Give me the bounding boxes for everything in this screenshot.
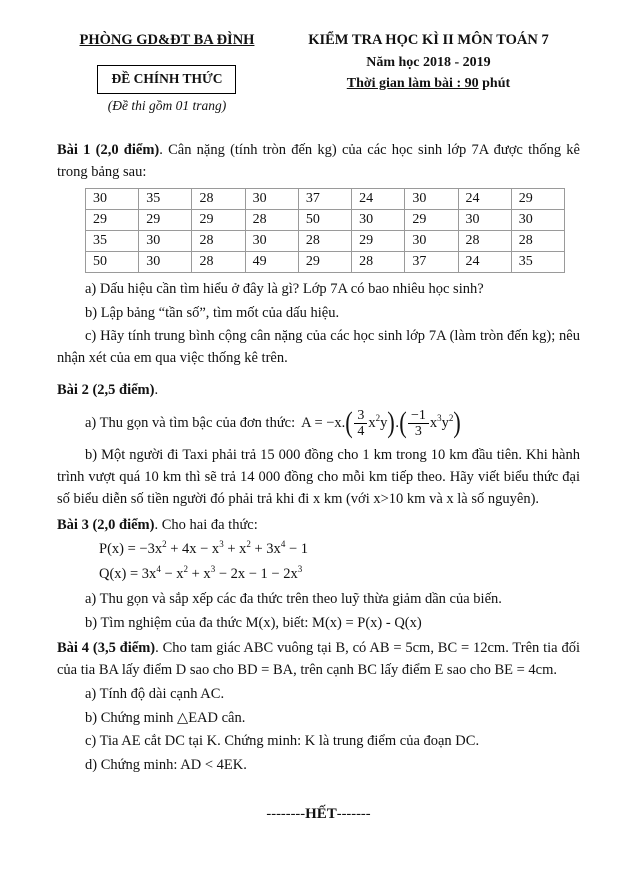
multiply-dot: . (395, 414, 399, 431)
left-paren: ( (345, 406, 354, 440)
table-cell: 24 (458, 251, 511, 272)
table-row (86, 251, 565, 272)
table-cell: 30 (245, 188, 298, 209)
problem-4-label: Bài 4 (3,5 điểm) (57, 640, 156, 657)
table-cell: 29 (298, 251, 351, 272)
problem-3-item-a: a) Thu gọn và sắp xếp các đa thức trên theo luỹ thừa giảm dần của biến. (85, 590, 502, 607)
header-right-block (277, 30, 580, 116)
table-cell: 28 (298, 230, 351, 251)
table-cell: 29 (192, 209, 245, 230)
end-dashes-left: -------- (266, 805, 306, 822)
right-paren: ) (453, 406, 462, 440)
department-title: PHÒNG GD&ĐT BA ĐÌNH (79, 32, 255, 48)
problem-3-label: Bài 3 (2,0 điểm) (57, 516, 155, 533)
table-cell: 30 (139, 230, 192, 251)
table-cell: 24 (458, 188, 511, 209)
monomial-lhs: A = −x. (301, 414, 346, 431)
weights-table (85, 188, 565, 273)
table-cell: 35 (139, 188, 192, 209)
polynomial-p: $P(x) = -3x^2 + 4x - x^3 + x^2 + 3x^4 - 1$ (99, 539, 308, 558)
table-cell: 30 (458, 209, 511, 230)
official-exam-box: ĐỀ CHÍNH THỨC (97, 65, 236, 94)
problem-1-intro: . Cân nặng (tính tròn đến kg) của các học sinh lớp 7A được thống kê trong bảng sau: (57, 142, 580, 180)
monomial-formula (301, 408, 461, 440)
table-cell: 29 (86, 209, 139, 230)
exam-header (57, 30, 580, 116)
table-cell: 35 (511, 251, 564, 272)
problem-4-item-b: b) Chứng minh △EAD cân. (85, 709, 246, 726)
table-cell: 37 (405, 251, 458, 272)
table-cell: 50 (298, 209, 351, 230)
fraction-2 (408, 408, 429, 440)
table-cell: 28 (192, 230, 245, 251)
exam-duration-underlined: Thời gian làm bài : 90 (346, 75, 479, 91)
exam-duration-tail: phút (478, 75, 511, 91)
problem-2-item-b: b) Một người đi Taxi phải trả 15 000 đồng cho 1 km trong 10 km đầu tiên. Khi hành trình vượt quá 10 km thì sẽ trả 14 000 đồng cho mỗi km tiếp theo. Hãy viết biểu thức đại số biểu diễn số tiền người đó phải trả khi đi x km (với x>10 km và x là số nguyên). (57, 447, 580, 507)
table-cell: 35 (86, 230, 139, 251)
table-cell: 28 (352, 251, 405, 272)
exam-pages-note: (Đề thi gồm 01 trang) (107, 98, 227, 113)
table-row (86, 230, 565, 251)
header-left-block (57, 30, 277, 116)
problem-3-item-b: b) Tìm nghiệm của đa thức M(x), biết: M(x) = P(x) - Q(x) (85, 614, 422, 631)
fraction-1 (354, 408, 367, 440)
table-cell: 24 (352, 188, 405, 209)
school-year: Năm học 2018 - 2019 (366, 54, 491, 70)
problem-1-item-b: b) Lập bảng “tần số”, tìm mốt của dấu hiệu. (85, 304, 340, 321)
problem-1-item-a: a) Dấu hiệu cần tìm hiểu ở đây là gì? Lớp 7A có bao nhiêu học sinh? (85, 280, 484, 297)
problem-1-label: Bài 1 (2,0 điểm) (57, 142, 160, 159)
table-cell: 30 (405, 188, 458, 209)
table-cell: 28 (192, 188, 245, 209)
exam-title: KIỂM TRA HỌC KÌ II MÔN TOÁN 7 (308, 32, 549, 48)
end-label: HẾT (305, 805, 337, 822)
problem-1 (57, 140, 580, 370)
fraction-2-numerator: −1 (408, 408, 429, 424)
exam-duration (277, 73, 580, 94)
left-paren: ( (399, 406, 407, 440)
table-cell: 30 (245, 230, 298, 251)
table-cell: 28 (192, 251, 245, 272)
table-cell: 49 (245, 251, 298, 272)
table-cell: 28 (458, 230, 511, 251)
table-cell: 30 (86, 188, 139, 209)
problem-3-heading (57, 515, 580, 537)
table-cell: 30 (352, 209, 405, 230)
table-row (86, 188, 565, 209)
table-cell: 29 (352, 230, 405, 251)
table-cell: 28 (245, 209, 298, 230)
problem-1-heading (57, 140, 580, 184)
fraction-1-denominator: 4 (357, 423, 365, 439)
problem-4-heading (57, 638, 580, 682)
table-cell: 50 (86, 251, 139, 272)
problem-1-item-c: c) Hãy tính trung bình cộng cân nặng của các học sinh lớp 7A (làm tròn đến kg); nêu nhận xét của em qua việc thống kê trên. (57, 328, 580, 366)
table-cell: 30 (139, 251, 192, 272)
table-cell: 29 (139, 209, 192, 230)
problem-4-item-c: c) Tia AE cắt DC tại K. Chứng minh: K là trung điểm của đoạn DC. (85, 733, 480, 750)
problem-2-item-a (85, 408, 580, 440)
problem-2-label: Bài 2 (2,5 điểm) (57, 381, 155, 398)
problem-4-item-a: a) Tính độ dài cạnh AC. (85, 685, 225, 702)
fraction-1-variable: $x^2y$ (368, 412, 388, 431)
end-dashes-right: ------- (336, 805, 371, 822)
monomial-prompt: a) Thu gọn và tìm bậc của đơn thức: (85, 414, 296, 431)
problem-2-heading (57, 380, 580, 402)
problem-4-intro: . Cho tam giác ABC vuông tại B, có AB = 5cm, BC = 12cm. Trên tia đối của tia BA lấy điểm D sao cho BD = BA, trên cạnh BC lấy điểm E sao cho BE = 4cm. (57, 640, 580, 679)
polynomial-q: $Q(x) = 3x^4 - x^2 + x^3 - 2x - 1 - 2x^3$ (99, 564, 303, 583)
fraction-1-numerator: 3 (354, 408, 367, 424)
problem-3 (57, 515, 580, 635)
problem-3-intro: . Cho hai đa thức: (154, 516, 258, 533)
table-row (86, 209, 565, 230)
table-cell: 28 (511, 230, 564, 251)
table-cell: 30 (511, 209, 564, 230)
table-cell: 37 (298, 188, 351, 209)
problem-4 (57, 638, 580, 777)
problem-2 (57, 380, 580, 511)
problem-2-label-suffix: . (154, 381, 159, 398)
problem-4-item-d: d) Chứng minh: AD < 4EK. (85, 757, 247, 774)
table-cell: 29 (511, 188, 564, 209)
right-paren: ) (387, 406, 396, 440)
end-marker (57, 803, 580, 826)
fraction-2-denominator: 3 (414, 423, 422, 439)
fraction-2-variable: $x^3y^2$ (429, 412, 454, 431)
table-cell: 29 (405, 209, 458, 230)
table-cell: 30 (405, 230, 458, 251)
